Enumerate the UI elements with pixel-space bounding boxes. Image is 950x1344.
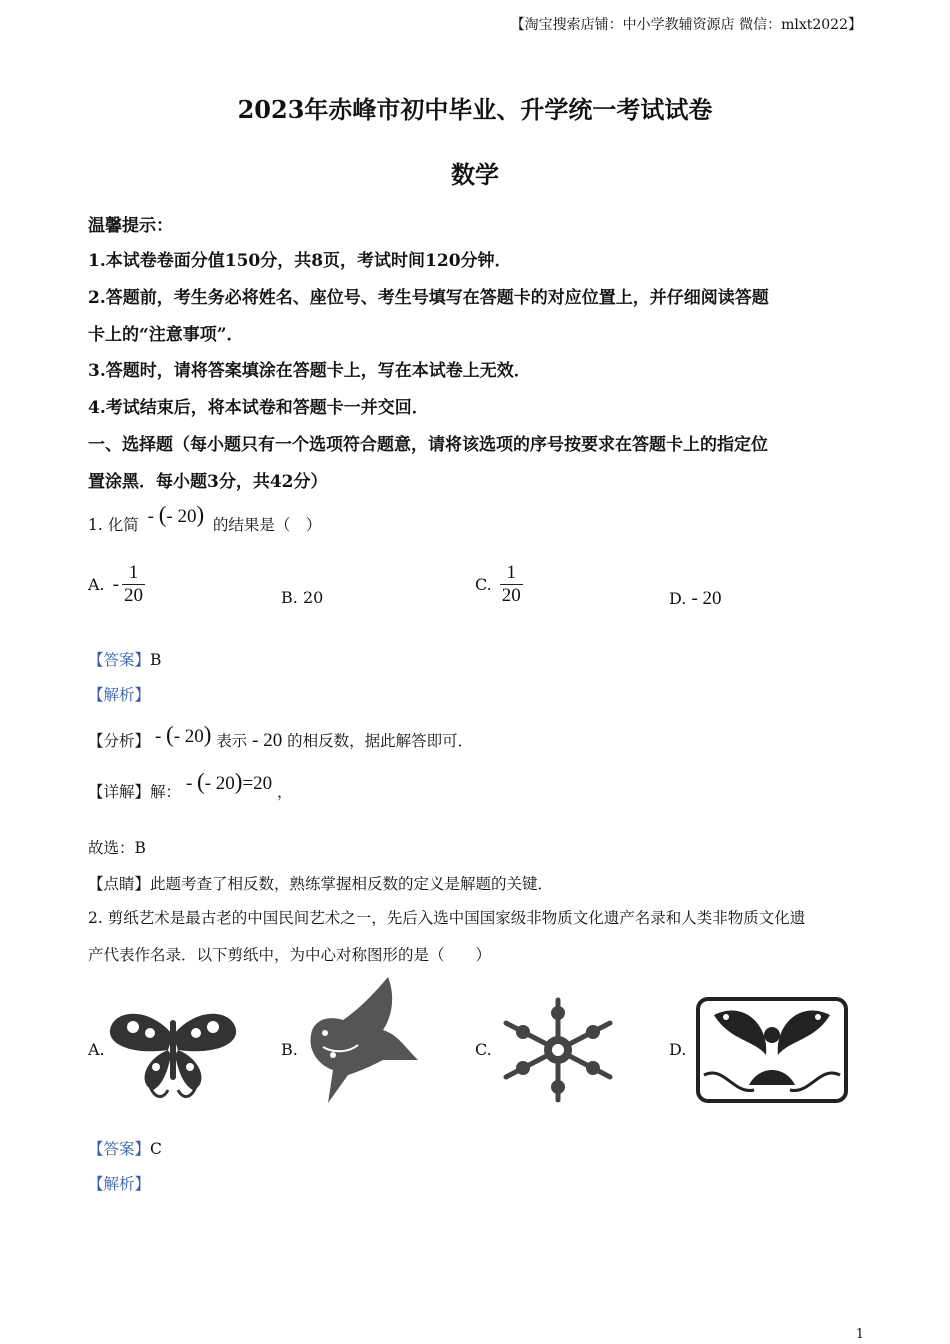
tip-item: 1.本试卷卷面分值150分，共8页，考试时间120分钟．	[88, 251, 512, 271]
snowflake-papercut-image	[498, 995, 618, 1105]
exam-title: 2023年赤峰市初中毕业、升学统一考试试卷	[237, 95, 713, 124]
q1-detail: 【详解】解： - (- 20)=20 ，	[88, 769, 293, 801]
q2-analysis-tag: 【解析】	[88, 1175, 151, 1193]
detail-expression: - (- 20)=20	[185, 769, 273, 794]
q1-suffix: 的结果是（ ）	[212, 516, 322, 534]
butterfly-papercut-image	[108, 1005, 238, 1105]
page-number: 1	[855, 1327, 864, 1342]
q1-expression: - (- 20)	[147, 502, 205, 527]
fraction: $\frac{1}{20}$	[123, 562, 143, 606]
swallow-papercut-image	[303, 975, 423, 1105]
tip-item: 3.答题时，请将答案填涂在答题卡上，写在本试卷上无效．	[88, 361, 531, 381]
q2-answer: 【答案】C	[88, 1140, 162, 1158]
header-note: 【淘宝搜索店铺：中小学教辅资源店 微信：mlxt2022】	[510, 17, 862, 33]
q1-option-d: D. - 20	[669, 588, 722, 609]
question-2-stem: 2. 剪纸艺术是最古老的中国民间艺术之一，先后入选中国国家级非物质文化遗产名录和人类非物质文化遗	[88, 909, 806, 927]
q1-option-c: C. $\frac{1}{20}$	[475, 562, 521, 606]
tip-item: 2.答题前，考生务必将姓名、座位号、考生号填写在答题卡的对应位置上，并仔细阅读答题	[88, 288, 769, 308]
q1-analysis: 【分析】 - (- 20) 表示 - 20 的相反数，据此解答即可．	[88, 722, 474, 751]
fish-papercut-image	[694, 995, 850, 1105]
q1-analysis-tag: 【解析】	[88, 686, 151, 704]
section-heading-cont: 置涂黑．每小题3分，共42分）	[88, 472, 328, 492]
section-heading: 一、选择题（每小题只有一个选项符合题意，请将该选项的序号按要求在答题卡上的指定位	[88, 435, 768, 455]
question-1-stem	[88, 502, 322, 536]
q2-option-c-label: C.	[475, 1040, 492, 1059]
tips-heading: 温馨提示：	[88, 216, 173, 236]
question-2-stem-cont: 产代表作名录．以下剪纸中，为中心对称图形的是（ ）	[88, 946, 492, 964]
q2-option-b-label: B.	[281, 1040, 298, 1059]
q2-option-d-label: D.	[669, 1040, 687, 1059]
q1-choice: 故选：B	[88, 839, 146, 857]
q1-option-a: A. - $\frac{1}{20}$	[88, 562, 143, 606]
analysis-expression: - (- 20)	[154, 722, 212, 747]
subject-title: 数学	[451, 160, 499, 189]
q1-answer: 【答案】B	[88, 651, 162, 669]
fraction: $\frac{1}{20}$	[501, 562, 521, 606]
q1-option-b: B. 20	[281, 588, 324, 607]
tip-item: 4.考试结束后，将本试卷和答题卡一并交回．	[88, 398, 429, 418]
q1-prefix: 1. 化简	[88, 516, 139, 534]
tip-item: 卡上的“注意事项”．	[88, 325, 244, 345]
q2-option-a-label: A.	[88, 1040, 105, 1059]
q1-comment: 【点睛】此题考查了相反数，熟练掌握相反数的定义是解题的关键．	[88, 875, 554, 893]
